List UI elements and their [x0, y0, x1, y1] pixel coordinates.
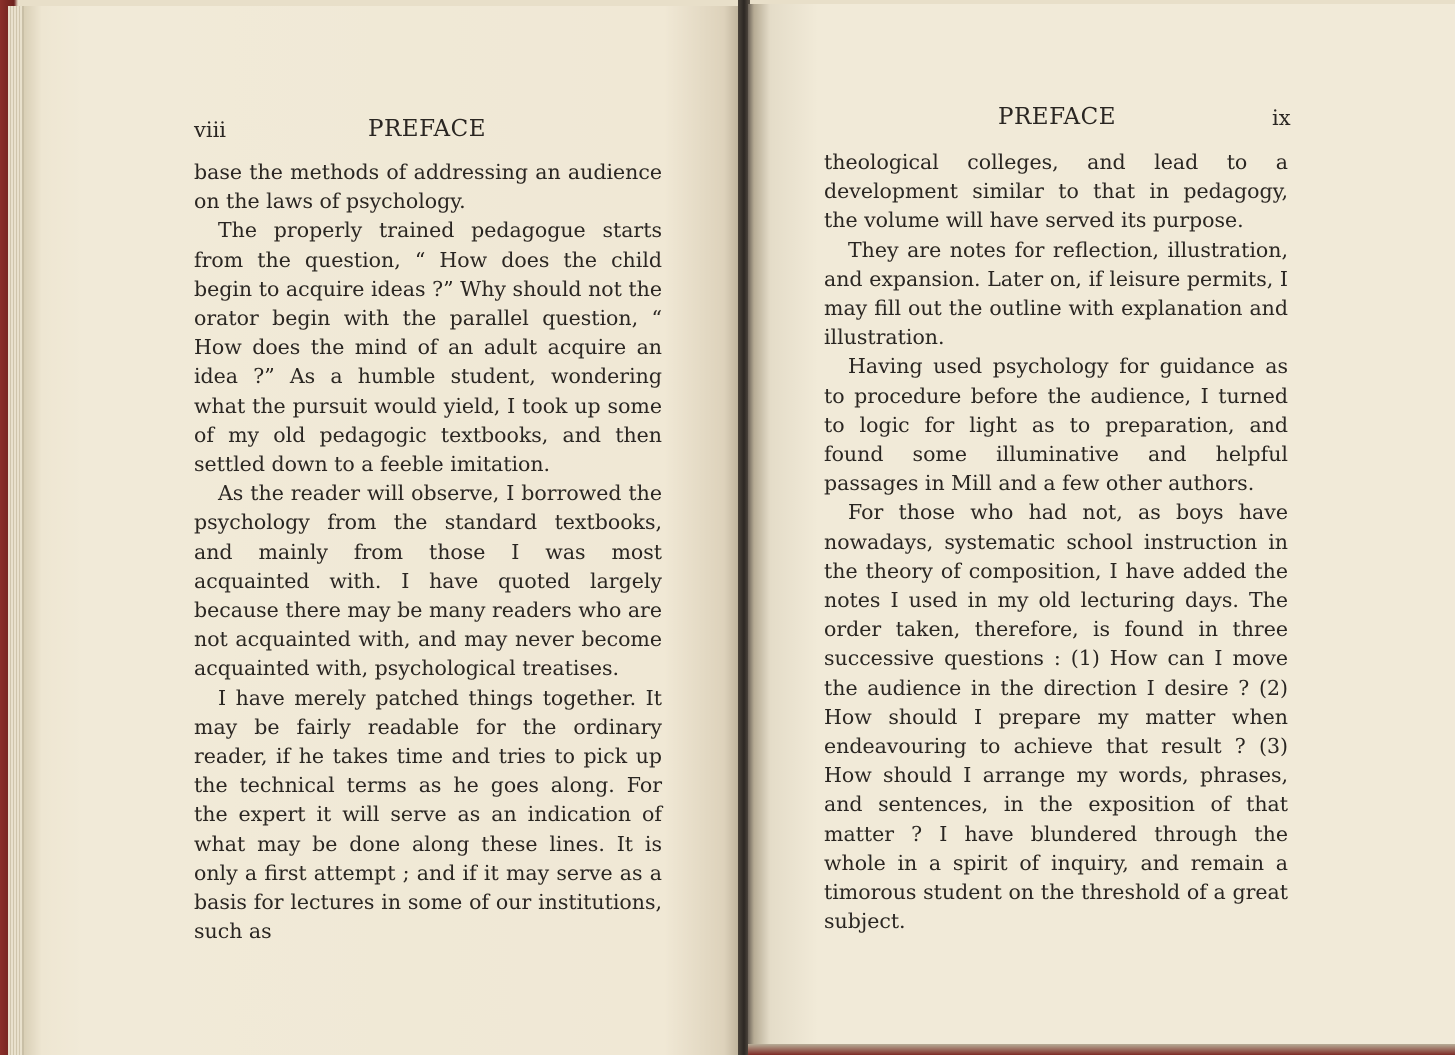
- paragraph: theological colleges, and lead to a development similar to that in pedagogy, the volume will have served its purpose.: [824, 150, 1288, 233]
- paragraph: I have merely patched things together. It may be fairly readable for the ordinary reader, if he takes time and tries to pick up the technical terms as he goes along. For the expert it will serve as an indication of what may be done along these lines. It is only a first attempt ; and if it may serve as a basis for lectures in some of our institutions, such as: [194, 685, 662, 944]
- paragraph: As the reader will observe, I borrowed the psychology from the standard textbooks, and mainly from those I was most acquainted with. I have quoted largely because there may be many readers who are not acquainted with, and may never become acquainted with, psychological treatises.: [194, 481, 662, 681]
- paragraph: Having used psychology for guidance as to procedure before the audience, I turned to logic for light as to preparation, and found some illuminative and helpful passages in Mill and a few other authors.: [824, 354, 1288, 496]
- right-running-head: PREFACE: [998, 104, 1117, 130]
- left-page: [22, 6, 740, 1055]
- left-page-number: viii: [194, 118, 227, 142]
- paragraph: base the methods of addressing an audience on the laws of psychology.: [194, 160, 662, 214]
- cover-edge: [748, 1044, 1455, 1055]
- paragraph: For those who had not, as boys have nowadays, systematic school instruction in the theory of composition, I have added the notes I used in my old lecturing days. The order taken, therefore, is found in three successive questions : (1) How can I move the audience in the direction I desire ? (2) How should I prepare my matter when endeavouring to achieve that result ? (3) How should I arrange my words, phrases, and sentences, in the exposition of that matter ? I have blundered through the whole in a spirit of inquiry, and remain a timorous student on the threshold of a great subject.: [824, 500, 1288, 934]
- right-page-number: ix: [1272, 106, 1291, 130]
- paragraph: The properly trained pedagogue starts from the question, “ How does the child begin to acquire ideas ?” Why should not the orator begin with the parallel question, “ How does the mind of an adult acquire an idea ?” As a humble student, wondering what the pursuit would yield, I took up some of my old pedagogic textbooks, and then settled down to a feeble imitation.: [194, 218, 662, 477]
- right-page-text: [824, 148, 1288, 936]
- left-page-text: [194, 158, 662, 946]
- right-page: [748, 4, 1455, 1044]
- page-edges: [8, 6, 22, 1055]
- left-running-head: PREFACE: [368, 116, 487, 142]
- paragraph: They are notes for reflection, illustration, and expansion. Later on, if leisure permits, I may fill out the outline with explanation and illustration.: [824, 237, 1288, 350]
